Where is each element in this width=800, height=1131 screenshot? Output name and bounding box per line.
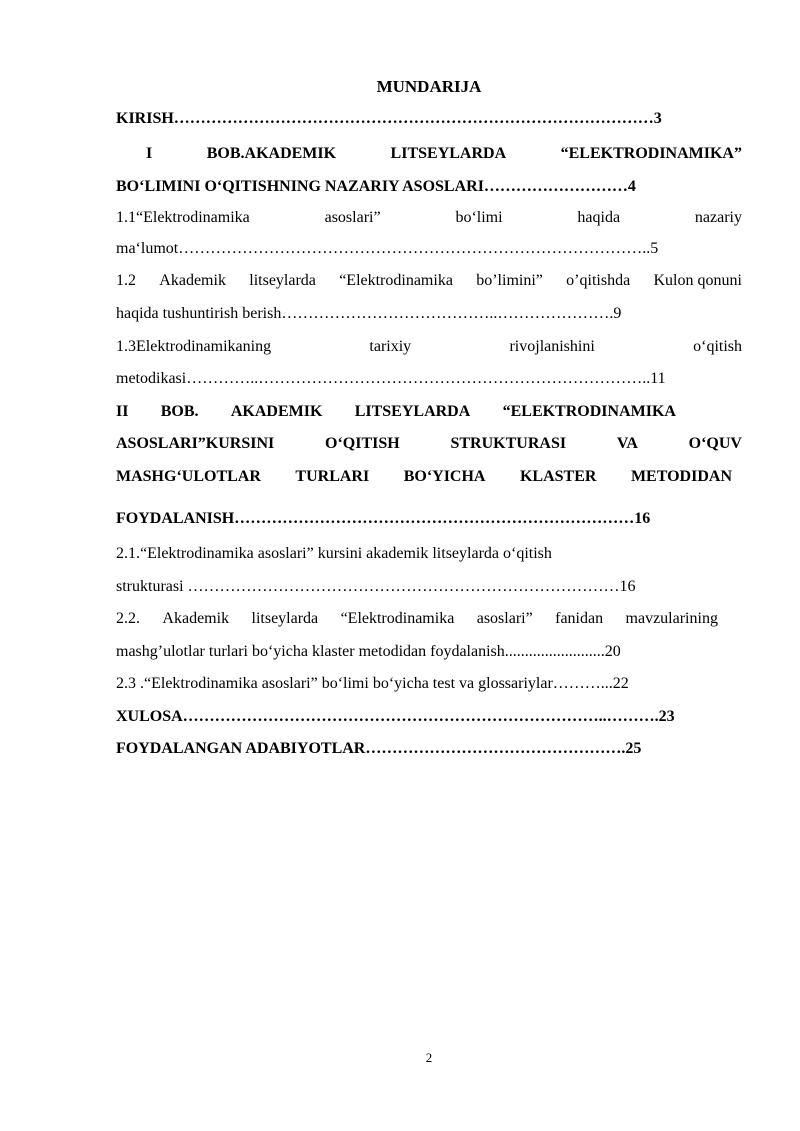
- toc-word: asoslari”: [324, 209, 381, 226]
- toc-word: I: [146, 145, 153, 162]
- toc-entry-references: FOYDALANGAN ADABIYOTLAR………………………………………….25: [116, 740, 642, 757]
- toc-section-2-1-line-2: strukturasi ………………………………………………………………………16: [116, 578, 636, 595]
- toc-word: KLASTER: [519, 468, 597, 485]
- toc-section-2-1-line-1: 2.1.“Elektrodinamika asoslari” kursini akademik litseylarda o‘qitish: [116, 545, 552, 562]
- toc-chapter-2-line-1: [116, 401, 676, 423]
- toc-chapter-1-line-1: [146, 143, 742, 165]
- toc-word: nazariy: [694, 209, 742, 226]
- toc-chapter-2-line-3: [116, 466, 732, 488]
- toc-section-1-1-line-1: [116, 207, 742, 229]
- toc-word: “Elektrodinamika: [339, 272, 453, 289]
- toc-word: ASOSLARI”KURSINI: [116, 435, 275, 452]
- toc-word: fanidan: [555, 610, 604, 627]
- toc-word: METODIDAN: [630, 468, 732, 485]
- toc-section-1-3-line-1: [116, 336, 742, 358]
- toc-word: 1.3Elektrodinamikaning: [116, 338, 272, 355]
- toc-word: BO‘YICHA: [403, 468, 486, 485]
- toc-word: O‘QUV: [688, 435, 742, 452]
- toc-word: LITSEYLARDA: [390, 145, 507, 162]
- toc-word: 2.2.: [116, 610, 140, 627]
- toc-word: 1.2: [116, 272, 136, 289]
- toc-word: LITSEYLARDA: [354, 403, 471, 420]
- toc-word: Akademik: [159, 272, 226, 289]
- toc-word: O‘QITISH: [325, 435, 400, 452]
- toc-entry-kirish: KIRISH………………………………………………………………………………3: [116, 110, 662, 127]
- toc-word: o‘qitish: [693, 338, 742, 355]
- toc-section-2-3: 2.3 .“Elektrodinamika asoslari” bo‘limi bo‘yicha test va glossariylar………...22: [116, 675, 629, 692]
- toc-word: BOB.: [160, 403, 199, 420]
- toc-section-2-2-line-2: mashg’ulotlar turlari bo‘yicha klaster metodidan foydalanish.........................20: [116, 643, 621, 660]
- toc-word: rivojlanishini: [509, 338, 595, 355]
- toc-word: litseylarda: [251, 610, 319, 627]
- toc-word: bo’limini”: [476, 272, 543, 289]
- toc-word: II: [116, 403, 129, 420]
- toc-word: TURLARI: [295, 468, 370, 485]
- toc-section-1-3-line-2: metodikasi…………..………………………………………………………………..11: [116, 370, 666, 387]
- toc-word: MASHG‘ULOTLAR: [116, 468, 261, 485]
- toc-section-1-2-line-1: [116, 270, 742, 292]
- toc-word: 1.1“Elektrodinamika: [116, 209, 250, 226]
- toc-word: mavzularining: [625, 610, 718, 627]
- toc-word: tarixiy: [369, 338, 412, 355]
- toc-word: “ELEKTRODINAMIKA”: [560, 145, 742, 162]
- toc-word: AKADEMIK: [230, 403, 323, 420]
- toc-word: o’qitishda: [566, 272, 631, 289]
- toc-word: BOB.AKADEMIK: [206, 145, 337, 162]
- toc-section-2-2-line-1: [116, 608, 718, 630]
- toc-word: “ELEKTRODINAMIKA: [502, 403, 676, 420]
- toc-word: bo‘limi: [455, 209, 503, 226]
- toc-word: STRUKTURASI: [450, 435, 567, 452]
- toc-word: Kulon qonuni: [653, 272, 742, 289]
- toc-entry-xulosa: XULOSA……………………………………………………………………..……….23: [116, 708, 675, 725]
- toc-chapter-2-line-2: [116, 433, 742, 455]
- toc-word: asoslari”: [476, 610, 533, 627]
- toc-chapter-2-line-4: FOYDALANISH…………………………………………………………………16: [116, 510, 651, 527]
- toc-section-1-2-line-2: haqida tushuntirish berish…………………………………..………………….9: [116, 305, 622, 322]
- toc-word: Akademik: [162, 610, 230, 627]
- toc-word: litseylarda: [249, 272, 316, 289]
- toc-section-1-1-line-2: ma‘lumot……………………………………………………………………………..5: [116, 240, 659, 257]
- toc-chapter-1-line-2: BO‘LIMINI O‘QITISHNING NAZARIY ASOSLARI………………………4: [116, 178, 636, 195]
- toc-word: “Elektrodinamika: [340, 610, 455, 627]
- toc-word: VA: [616, 435, 638, 452]
- page-number: 2: [425, 1050, 433, 1065]
- page-title: MUNDARIJA: [376, 77, 482, 96]
- toc-word: haqida: [577, 209, 621, 226]
